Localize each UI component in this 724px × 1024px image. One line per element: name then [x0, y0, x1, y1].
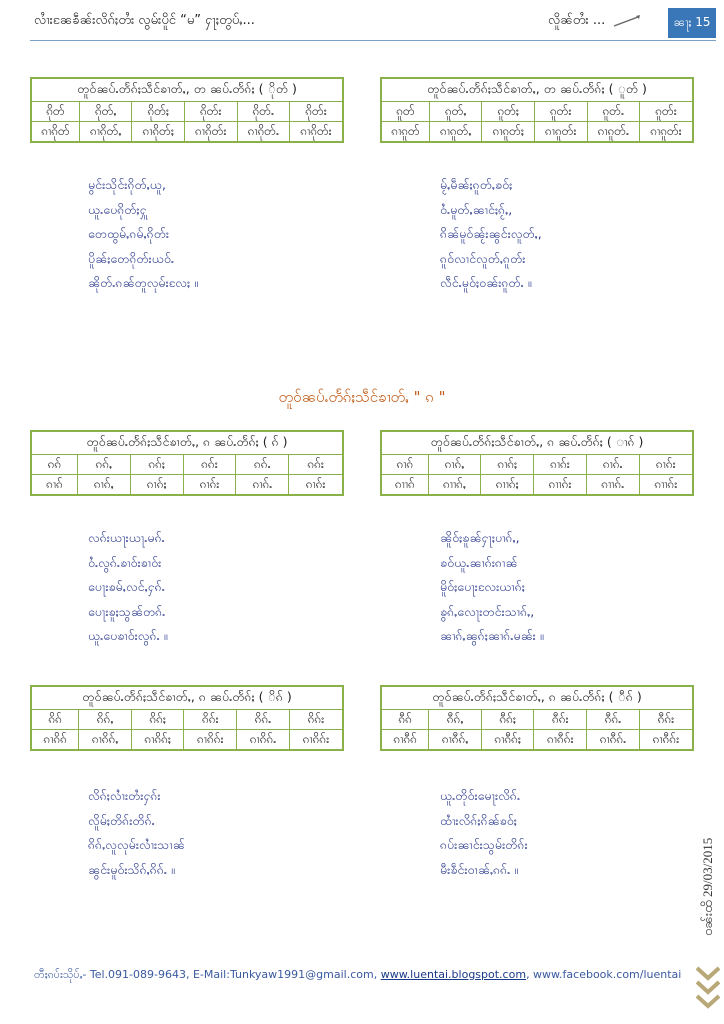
table-cell: ၵိုတ်ႇ	[79, 102, 132, 122]
table-cell: ၵၢၵူတ်း	[534, 122, 587, 143]
pen-icon	[612, 14, 642, 28]
verse-line: ပိူၼ်ႈတေၵိုတ်းယဝ်ႉ	[88, 250, 175, 266]
verse-block-1	[88, 173, 198, 296]
consonant-table-5	[30, 685, 344, 751]
table-cell: ၵၢၵ်ႉ	[236, 475, 289, 496]
table-cell: ၵၢၵ်ႈ	[130, 475, 183, 496]
verse-line: ၵိၼ်မူဝ်ၼႂ်းၼွင်းလူတ်ႇ,	[440, 226, 542, 241]
table-cell: ၵၢၵိၵ်း	[184, 730, 237, 751]
table-cell: ၵၢၵိၵ်း	[289, 730, 343, 751]
table-cell: ၵူတ်ႇ	[429, 102, 482, 122]
consonant-table-4	[380, 430, 694, 496]
table-cell: ၵၢၵူတ်ႈ	[482, 122, 535, 143]
table-cell: ၵိုတ်း	[290, 102, 343, 122]
table-cell: ၵၢၵ်း	[289, 475, 343, 496]
table-cell: ၵီၵ်ႇ	[429, 710, 482, 730]
verse-line: ၶွၵ်ႇလေႃးတင်းသၢၵ်ႇ,	[440, 603, 535, 619]
table-cell: ၵၢၵ်း	[534, 455, 587, 475]
consonant-table-3	[30, 430, 344, 496]
table-cell: ၵိုတ်း	[184, 102, 237, 122]
table-cell: ၵၢၢၵ်ႇ	[428, 475, 481, 496]
table-cell: ၵၵ်း	[289, 455, 343, 475]
facebook-link[interactable]: , www.facebook.com/luentai	[526, 968, 682, 981]
table-cell: ၵၢၵူတ်ႇ	[429, 122, 482, 143]
table-caption: တူဝ်ၼပ်ႉတႅၵ်ႈသဵင်ၶၢတ်ႇ, ၵ ၼပ်ႉတႅၵ်ႈ ( ၢၵ် )	[381, 431, 693, 455]
header-divider	[30, 40, 716, 41]
verse-block-2	[440, 173, 542, 296]
verse-line: မွင်းသိုင်းၵိုတ်ႇယူ,	[88, 177, 166, 192]
table-cell: ၵၢၵိၵ်ႉ	[237, 730, 290, 751]
table-cell: ၵၢၵ်း	[183, 475, 236, 496]
verse-line: မိူဝ်ႈပေႃးလႄးယၢၵ်ႈ	[440, 579, 525, 594]
verse-line: ၵိၵ်ႇလူလုမ်းလၢႆးသၢၼ်	[88, 837, 185, 852]
table-cell: ၵၢၵီၵ်ႇ	[429, 730, 482, 751]
footer-contact	[34, 968, 681, 984]
table-cell: ၵၢၢၵ်ႈ	[481, 475, 534, 496]
table-caption: တူဝ်ၼပ်ႉတႅၵ်ႈသဵင်ၶၢတ်ႇ, တ ၼပ်ႉတႅၵ်ႈ ( ူတ် )	[381, 78, 693, 102]
table-cell: ၵၢၢၵ်း	[639, 475, 693, 496]
table-caption: တူဝ်ၼပ်ႉတႅၵ်ႈသဵင်ၶၢတ်ႇ, ၵ ၼပ်ႉတႅၵ်ႈ ( ိၵ် )	[31, 686, 343, 710]
verse-line: ပေႃးၶမ်ႇလင်ႇႁၵ်ႉ	[88, 579, 165, 594]
verse-line: ၼိုတ်ႉၵၼ်တူလုမ်းလႄႈ ။	[88, 275, 198, 290]
verse-line: တေထွမ်ႇၵမ်ႇၵိုတ်း	[88, 226, 170, 241]
verse-line: ၼိူဝ်ႈၶူၼ်ႁႃႈပၢၵ်ႇ,	[440, 530, 520, 545]
table-cell: ၵိၵ်ႉ	[237, 710, 290, 730]
section-title: တူဝ်ၼပ်ႉတႅၵ်ႈသဵင်ၶၢတ်ႇ " ၵ "	[278, 388, 446, 406]
verse-line: ၵူဝ်လၢင်လူတ်ႇၵူတ်း	[440, 250, 526, 266]
verse-line: လဵင်ႉမူဝ်ႈဝၼ်းၵူတ်ႉ ။	[440, 275, 532, 290]
table-row	[31, 710, 343, 730]
verse-line: မီးၶဵင်းဝၢၼ်ႇၵၵ်ႉ ။	[440, 861, 519, 877]
table-cell: ၵၢၵိုတ်း	[184, 122, 237, 143]
table-cell: ၵၢၵ်ႉ	[586, 455, 639, 475]
table-cell: ၵၢၵိုတ်ႇ	[79, 122, 132, 143]
page-header-right-label: လိူၼ်တႆး ...	[548, 13, 606, 28]
table-row	[381, 475, 693, 496]
table-row	[31, 475, 343, 496]
table-cell: ၵၢၵူတ်း	[640, 122, 693, 143]
table-cell: ၵၢၵိုတ်း	[290, 122, 343, 143]
table-cell: ၵိၵ်း	[289, 710, 343, 730]
verse-line: လိူမ်ႈတိၵ်းတိၵ်ႉ	[88, 812, 155, 828]
table-cell: ၵၵ်ႉ	[236, 455, 289, 475]
table-cell: ၵၢၢၵ်ႉ	[586, 475, 639, 496]
verse-line: ၶဝ်ယူႉၼၢၵ်းၵၢၼ်	[440, 554, 518, 570]
verse-line: ယူႉပေၵိုတ်ႈႁူ	[88, 201, 147, 217]
verse-line: ၼွင်းမူဝ်းသိၵ်ႇၵိၵ်ႉ ။	[88, 861, 175, 877]
table-cell: ၵၢၵ်ႇ	[77, 475, 130, 496]
chevron-down-icon	[694, 958, 722, 1018]
table-row	[381, 730, 693, 751]
table-cell: ၵၢၵ်	[381, 455, 428, 475]
table-cell: ၵိၵ်း	[184, 710, 237, 730]
page-header-title: လၢႆးၼႄၶဵၼ်းလိၵ်ႈတႆး လွမ်းပိူင် “မ” ႁႃႈတွပ်ႇ...	[34, 13, 255, 28]
verse-line: ဝႆႉလွၵ်ႉၶၢဝ်းၶၢဝ်း	[88, 554, 162, 570]
consonant-table-6	[380, 685, 694, 751]
table-caption: တူဝ်ၼပ်ႉတႅၵ်ႈသဵင်ၶၢတ်ႇ, ၵ ၼပ်ႉတႅၵ်ႈ ( ီၵ် )	[381, 686, 693, 710]
verse-line: ပေႃးၶူႈသွၼ်တၵ်ႉ	[88, 603, 166, 619]
vertical-date	[694, 838, 720, 938]
table-cell: ၵိၵ်ႇ	[79, 710, 132, 730]
table-cell: ၵၵ်	[31, 455, 77, 475]
table-cell: ၵီၵ်း	[534, 710, 587, 730]
table-caption: တူဝ်ၼပ်ႉတႅၵ်ႈသဵင်ၶၢတ်ႇ, ၵ ၼပ်ႉတႅၵ်ႈ ( ၵ် )	[31, 431, 343, 455]
consonant-table-1	[30, 77, 344, 143]
verse-line: လၵ်းယႃးယႃႉမၵ်ႉ	[88, 530, 165, 545]
table-cell: ၵူတ်	[381, 102, 429, 122]
table-cell: ၵၢၵီၵ်	[381, 730, 429, 751]
table-row	[31, 730, 343, 751]
verse-block-4	[440, 526, 544, 649]
table-cell: ၵီၵ်ႈ	[481, 710, 534, 730]
table-cell: ၵၢၵိုတ်	[31, 122, 79, 143]
verse-block-6	[440, 784, 528, 882]
table-cell: ၵၢၢၵ်း	[534, 475, 587, 496]
table-cell: ၵၢၢၵ်	[381, 475, 428, 496]
table-cell: ၵူတ်း	[534, 102, 587, 122]
table-cell: ၵူတ်ႉ	[587, 102, 640, 122]
table-cell: ၵၢၵိုတ်ႉ	[237, 122, 290, 143]
table-cell: ၵိုတ်ႈ	[132, 102, 185, 122]
consonant-table-2	[380, 77, 694, 143]
table-cell: ၵူတ်း	[640, 102, 693, 122]
table-cell: ၵၢၵူတ်	[381, 122, 429, 143]
verse-block-5	[88, 784, 185, 882]
table-cell: ၵီၵ်	[381, 710, 429, 730]
table-cell: ၵၢၵိၵ်	[31, 730, 79, 751]
table-cell: ၵိုတ်ႉ	[237, 102, 290, 122]
table-row	[381, 122, 693, 143]
table-cell: ၵၢၵ်ႈ	[481, 455, 534, 475]
table-cell: ၵၢၵီၵ်ႈ	[481, 730, 534, 751]
table-caption: တူဝ်ၼပ်ႉတႅၵ်ႈသဵင်ၶၢတ်ႇ, တ ၼပ်ႉတႅၵ်ႈ ( ိုတ် )	[31, 78, 343, 102]
table-cell: ၵီၵ်း	[639, 710, 693, 730]
table-row	[31, 455, 343, 475]
table-cell: ၵိၵ်	[31, 710, 79, 730]
verse-line: ဝႆႉမူတ်ႇၼၢင်ႈၵႂ်ႇ,	[440, 201, 513, 217]
table-cell: ၵၢၵ်း	[639, 455, 693, 475]
table-cell: ၵၢၵီၵ်း	[534, 730, 587, 751]
table-cell: ၵိုတ်	[31, 102, 79, 122]
page-number-badge: ၼႃႈ 15	[668, 8, 716, 38]
table-cell: ၵၢၵီၵ်း	[639, 730, 693, 751]
verse-line: ထၢႆးလိၵ်ႈၵိၼ်ၶဝ်ႈ	[440, 812, 517, 828]
table-cell: ၵၢၵိၵ်ႇ	[79, 730, 132, 751]
svg-text:ဝၼ်းထိ 29/03/2015: ဝၼ်းထိ 29/03/2015	[700, 838, 715, 936]
verse-line: ယူႉပေၶၢဝ်းလွၵ်ႉ ။	[88, 628, 168, 643]
table-row	[381, 455, 693, 475]
table-cell: ၵၢၵ်ႇ	[428, 455, 481, 475]
blog-link[interactable]: www.luentai.blogspot.com	[380, 968, 527, 981]
footer-contact-text: တီႈၵပ်းသိုပ်ႇ- Tel.091-089-9643, E-Mail:Tunkyaw1991@gmail.com,	[34, 968, 378, 981]
table-cell: ၵၵ်ႇ	[77, 455, 130, 475]
table-row	[381, 710, 693, 730]
table-cell: ၵူတ်ႈ	[482, 102, 535, 122]
verse-line: မႂ်ႇမဵၼ်ႈၵူတ်ႇၶဝ်ႈ	[440, 177, 513, 192]
verse-block-3	[88, 526, 167, 649]
table-cell: ၵၵ်း	[183, 455, 236, 475]
table-cell: ၵၢၵီၵ်ႉ	[587, 730, 640, 751]
table-row	[381, 102, 693, 122]
verse-line: ၼၢၵ်ႇၼွၵ်ႈၼၢၵ်ႉမၼ်း ။	[440, 628, 544, 643]
table-row	[31, 122, 343, 143]
table-row	[31, 102, 343, 122]
verse-line: ၵပ်းၼၢင်းသွမ်းတိၵ်း	[440, 837, 528, 852]
table-cell: ၵၢၵ်	[31, 475, 77, 496]
table-cell: ၵၢၵိုတ်ႈ	[132, 122, 185, 143]
table-cell: ၵၵ်ႈ	[130, 455, 183, 475]
table-cell: ၵၢၵူတ်ႉ	[587, 122, 640, 143]
table-cell: ၵၢၵိၵ်ႈ	[131, 730, 184, 751]
table-cell: ၵိၵ်ႈ	[131, 710, 184, 730]
verse-line: လိၵ်ႈလၢႆးတႆးႁၵ်း	[88, 788, 161, 803]
table-cell: ၵီၵ်ႉ	[587, 710, 640, 730]
verse-line: ယူႉတိုဝ်းမေႃးလိၵ်ႉ	[440, 788, 521, 803]
